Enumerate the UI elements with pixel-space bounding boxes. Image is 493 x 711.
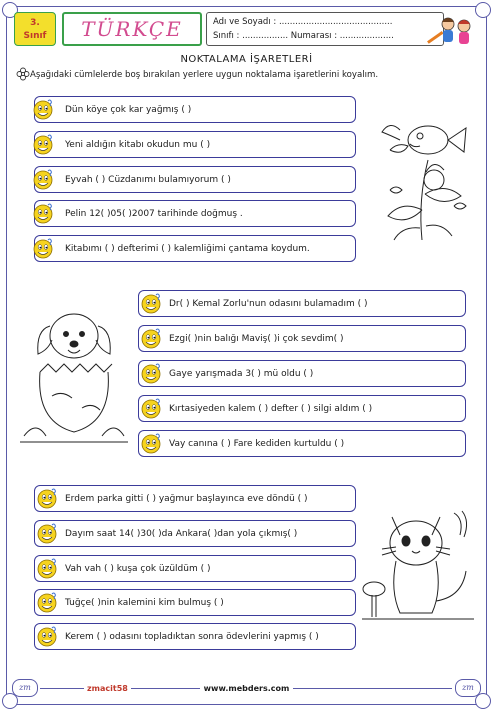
thinking-smiley-icon [36, 557, 58, 579]
sentence-item[interactable] [34, 589, 356, 616]
thinking-smiley-icon [140, 327, 162, 349]
sentence-item[interactable] [34, 555, 356, 582]
footer-website-text[interactable]: www.mebders.com [200, 684, 294, 693]
instruction-text: Aşağıdaki cümlelerde boş bırakılan yerlere uygun noktalama işaretlerini koyalım. [30, 70, 379, 80]
subject-title [62, 12, 202, 46]
thinking-smiley-icon [140, 397, 162, 419]
grade-badge [14, 12, 56, 46]
sentence-text: Ezgi( )nin balığı Maviş( )i çok sevdim( ) [169, 333, 344, 344]
puppy-in-egg-illustration [18, 296, 130, 446]
sentence-text: Kerem ( ) odasını topladıktan sonra ödevlerini yapmış ( ) [65, 631, 319, 642]
sentence-item[interactable] [138, 325, 466, 352]
thinking-smiley-icon [36, 591, 58, 613]
sentence-text: Pelin 12( )05( )2007 tarihinde doğmuş . [65, 208, 243, 219]
sentence-item[interactable] [34, 131, 356, 158]
thinking-smiley-icon [140, 292, 162, 314]
class-number-field[interactable]: Sınıfı : ................. Numarası : .................... [213, 31, 394, 41]
kids-illustration-icon [424, 10, 476, 50]
signature-badge: zm [12, 679, 38, 697]
sentence-text: Erdem parka gitti ( ) yağmur başlayınca eve döndü ( ) [65, 493, 308, 504]
sentence-item[interactable] [34, 485, 356, 512]
thinking-smiley-icon [36, 487, 58, 509]
sentence-text: Dün köye çok kar yağmış ( ) [65, 104, 192, 115]
flower-icon [16, 67, 30, 81]
sentence-text: Tuğçe( )nin kalemini kim bulmuş ( ) [65, 597, 224, 608]
sentence-item[interactable] [34, 200, 356, 227]
thinking-smiley-icon [32, 202, 54, 224]
sentence-item[interactable] [34, 235, 356, 262]
name-field[interactable]: Adı ve Soyadı : .......................................... [213, 17, 393, 27]
thinking-smiley-icon [32, 168, 54, 190]
sentence-text: Vah vah ( ) kuşa çok üzüldüm ( ) [65, 563, 211, 574]
sentence-text: Gaye yarışmada 3( ) mü oldu ( ) [169, 368, 314, 379]
grade-number: 3. [30, 18, 40, 28]
sentence-text: Kitabımı ( ) defterimi ( ) kalemliğimi çantama koydum. [65, 243, 310, 254]
sentence-item[interactable] [34, 520, 356, 547]
sentence-text: Dr( ) Kemal Zorlu'nun odasını bulamadım ( ) [169, 298, 368, 309]
corner-ornament [475, 2, 491, 18]
kitten-illustration [362, 505, 474, 625]
fish-flower-illustration [370, 110, 474, 248]
sentence-item[interactable] [138, 395, 466, 422]
sentence-text: Kırtasiyeden kalem ( ) defter ( ) silgi aldım ( ) [169, 403, 373, 414]
student-info-box [206, 12, 444, 46]
sentence-text: Eyvah ( ) Cüzdanımı bulamıyorum ( ) [65, 174, 231, 185]
sentence-item[interactable] [34, 166, 356, 193]
worksheet-title: NOKTALAMA İŞARETLERİ [180, 54, 313, 65]
thinking-smiley-icon [140, 432, 162, 454]
subject-title-text: TÜRKÇE [81, 17, 183, 41]
thinking-smiley-icon [32, 237, 54, 259]
footer-code: zmacit58 [84, 684, 131, 693]
thinking-smiley-icon [140, 362, 162, 384]
sentence-text: Vay canına ( ) Fare kediden kurtuldu ( ) [169, 438, 345, 449]
sentence-item[interactable] [138, 360, 466, 387]
sentence-item[interactable] [138, 430, 466, 457]
thinking-smiley-icon [36, 522, 58, 544]
sentence-item[interactable] [34, 96, 356, 123]
sentence-text: Dayım saat 14( )30( )da Ankara( )dan yola çıkmış( ) [65, 528, 298, 539]
grade-label: Sınıf [23, 31, 47, 41]
sentence-item[interactable] [34, 623, 356, 650]
sentence-item[interactable] [138, 290, 466, 317]
thinking-smiley-icon [32, 98, 54, 120]
thinking-smiley-icon [32, 133, 54, 155]
sentence-text: Yeni aldığın kitabı okudun mu ( ) [65, 139, 211, 150]
signature-badge: zm [455, 679, 481, 697]
footer-website[interactable] [0, 684, 493, 693]
thinking-smiley-icon [36, 625, 58, 647]
